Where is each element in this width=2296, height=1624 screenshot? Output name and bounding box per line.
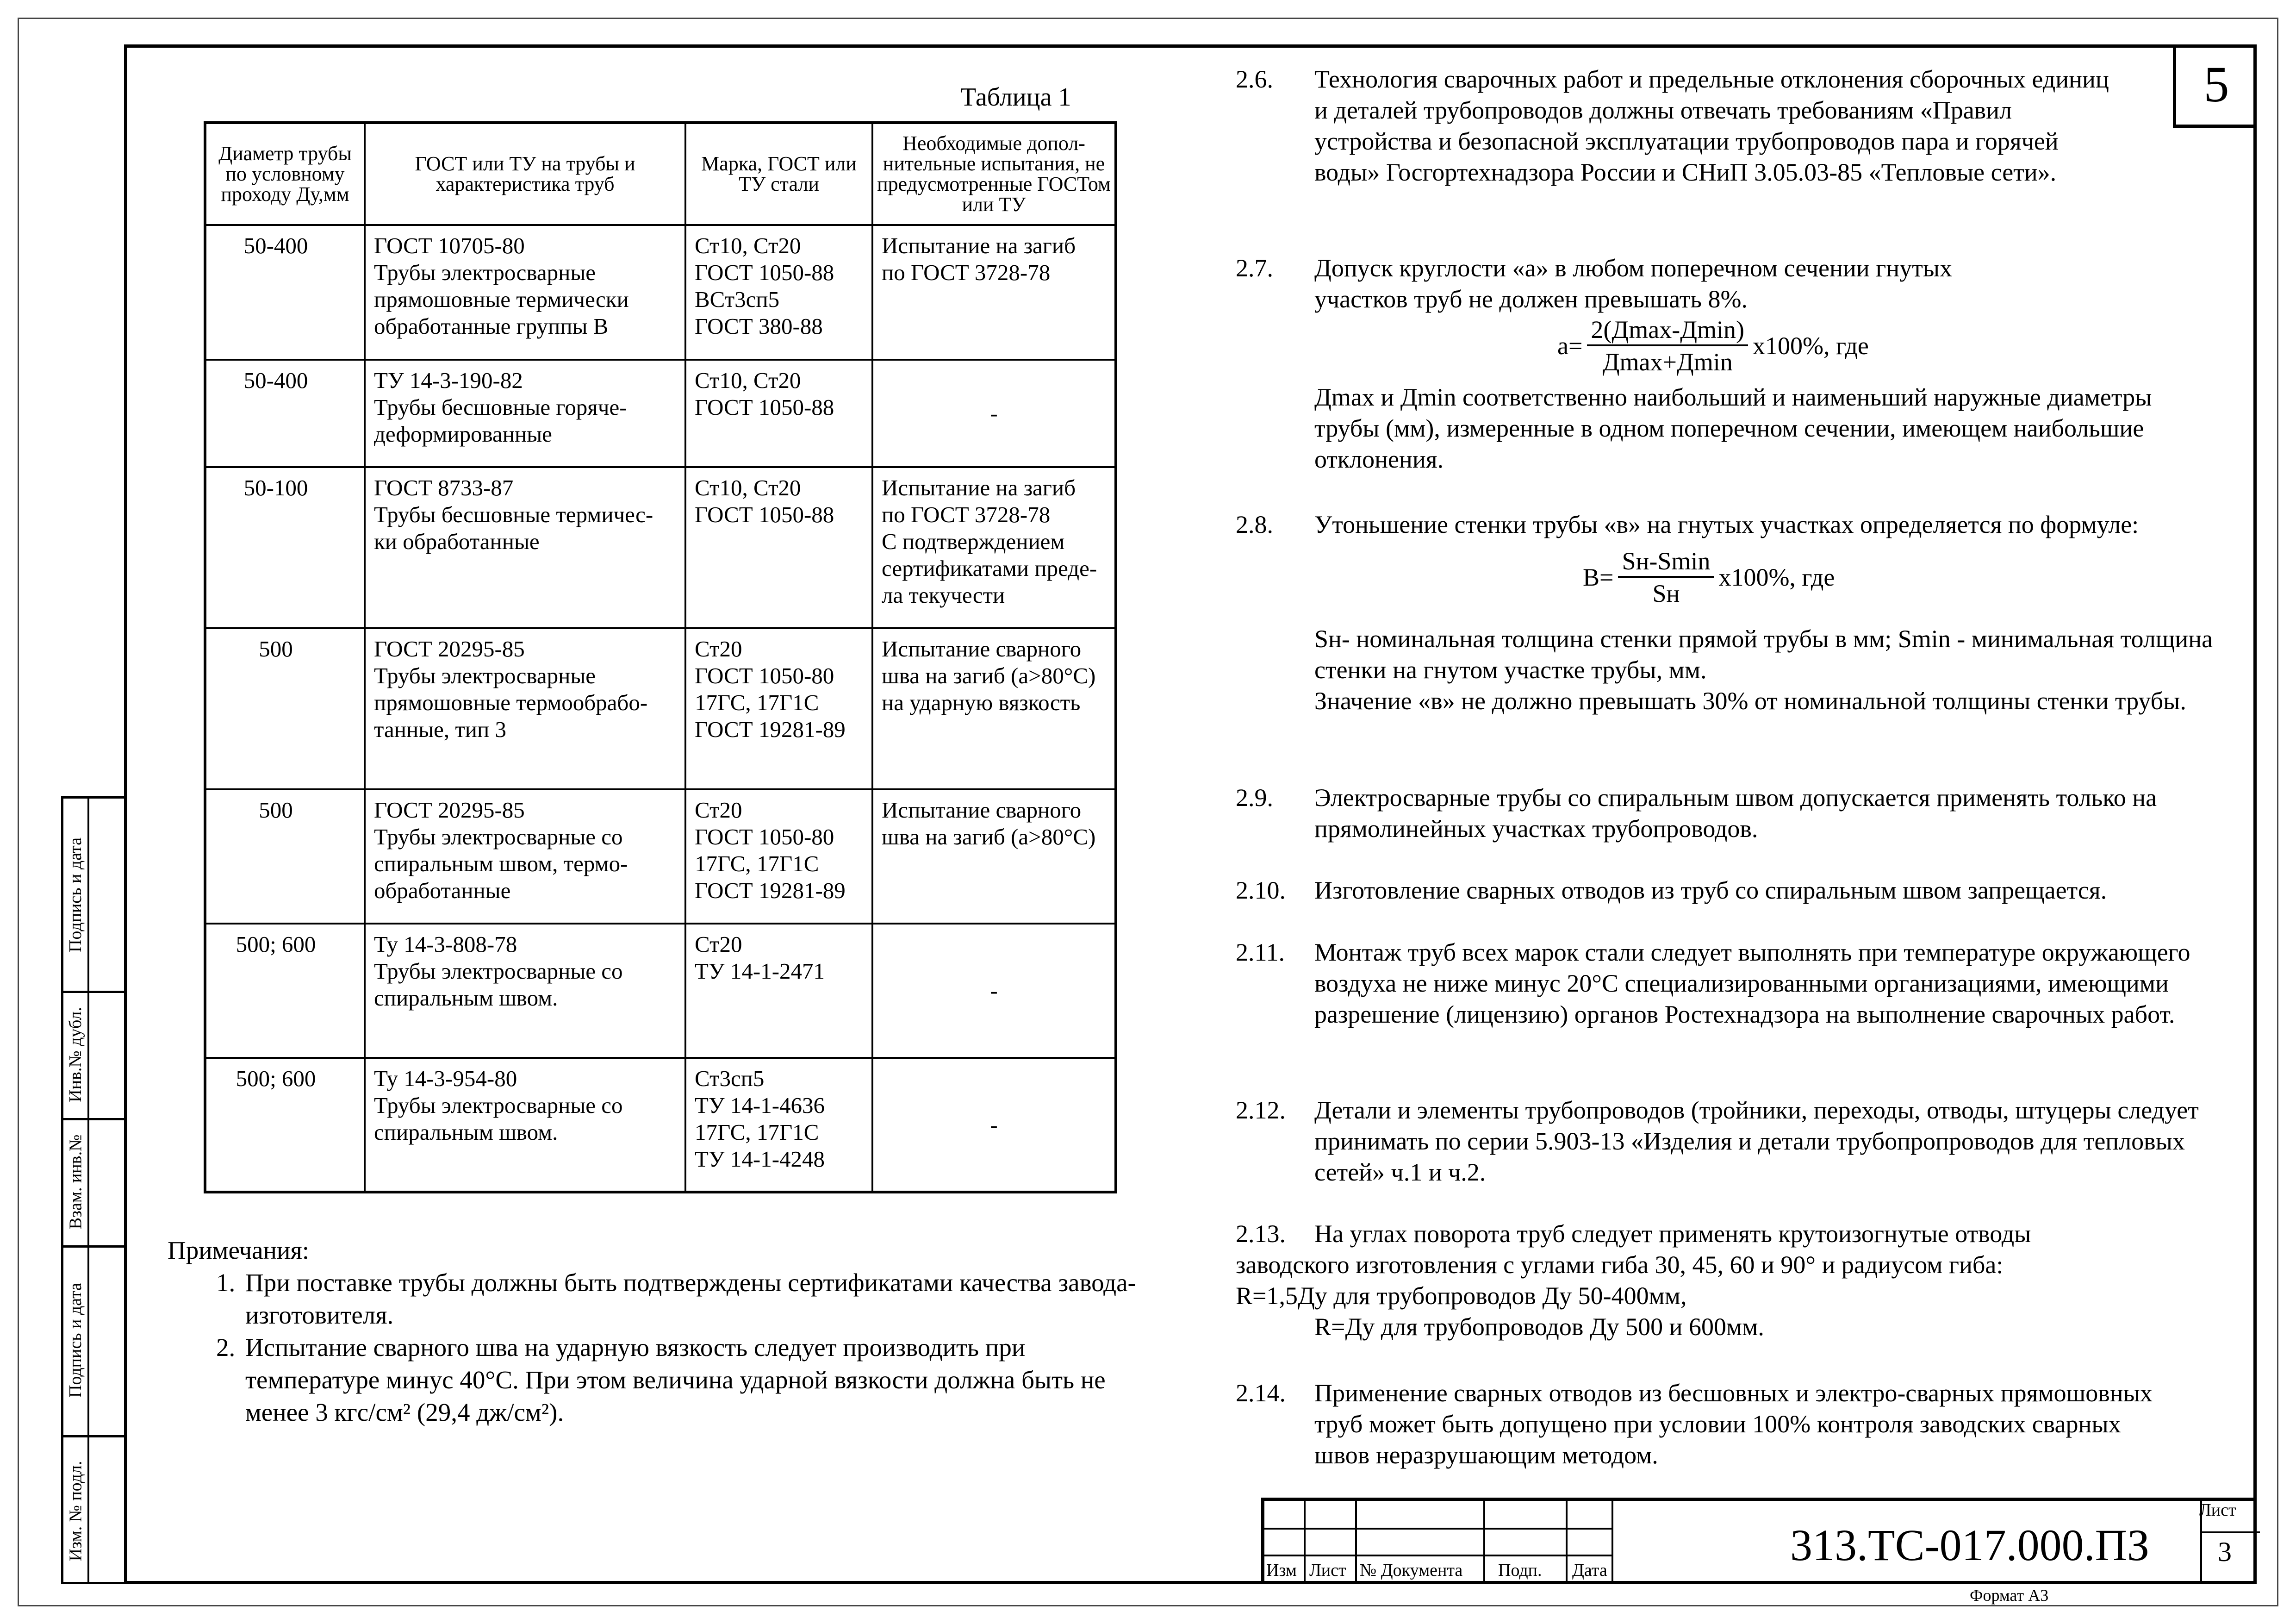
title-block-line	[1355, 1501, 1357, 1584]
cell-gost: ГОСТ 20295-85 Трубы электросварные со спиральным швом, термо- обработанные	[365, 789, 685, 924]
title-block-line	[1483, 1501, 1485, 1584]
cell-diameter: 500; 600	[205, 1058, 365, 1192]
title-block-line	[1304, 1501, 1306, 1584]
formula-lhs: В=	[1583, 563, 1614, 591]
cell-diameter: 500; 600	[205, 924, 365, 1058]
section-2-8	[1236, 509, 2217, 540]
cell-tests: Испытание на загиб по ГОСТ 3728-78 С подтверждением сертификатами преде- ла текучести	[872, 467, 1116, 628]
cell-diameter: 50-400	[205, 360, 365, 467]
header-gost: ГОСТ или ТУ на трубы и характеристика труб	[365, 123, 685, 225]
section-text: Значение «в» не должно превышать 30% от номинальной толщины стенки трубы.	[1314, 687, 2186, 715]
section-2-7	[1236, 253, 2217, 315]
cell-tests: -	[872, 360, 1116, 467]
section-2-9	[1236, 782, 2217, 844]
side-label-dup-inv: Инв.№ дубл.	[66, 1006, 86, 1102]
formula-numerator: 2(Дmax-Дmin)	[1587, 315, 1748, 346]
formula-denominator: Sн	[1652, 580, 1680, 607]
roundness-formula	[1557, 315, 1869, 377]
cell-gost: ГОСТ 8733-87 Трубы бесшовные термичес- ки обработанные	[365, 467, 685, 628]
section-2-6	[1236, 64, 2217, 188]
cell-tests: -	[872, 1058, 1116, 1192]
title-block-line	[1612, 1501, 1613, 1584]
cell-steel: Ст20 ГОСТ 1050-80 17ГС, 17Г1С ГОСТ 19281-89	[685, 628, 872, 789]
sheet-number: 3	[2218, 1537, 2232, 1567]
section-number: 2.8.	[1236, 511, 1273, 538]
section-number: 2.12.	[1236, 1096, 1286, 1124]
section-text: Изготовление сварных отводов из труб со спиральным швом запрещается.	[1314, 876, 2107, 904]
title-block-line	[1566, 1501, 1568, 1584]
section-2-10	[1236, 875, 2217, 906]
col-label-document: № Документа	[1360, 1561, 1463, 1580]
title-block-line	[1264, 1555, 1612, 1556]
cell-tests: Испытание сварного шва на загиб (а>80°С) на ударную вязкость	[872, 628, 1116, 789]
section-text: Электросварные трубы со спиральным швом допускается применять только на прямолинейных участках трубопроводов.	[1314, 784, 2157, 843]
cell-diameter: 500	[205, 789, 365, 924]
note-item: 2. Испытание сварного шва на ударную вязкость следует производить при температуре минус 40°С. При этом величина ударной вязкости должна быть не менее 3 кгс/см² (29,4 дж/см²).	[242, 1331, 1139, 1429]
page-number: 5	[2173, 44, 2257, 128]
section-number: 2.9.	[1236, 784, 1273, 812]
note-item: 1. При поставке трубы должны быть подтверждены сертификатами качества завода-изготовителя.	[242, 1267, 1139, 1331]
col-label-signature: Подп.	[1498, 1561, 1542, 1580]
header-diameter: Диаметр трубы по условному проходу Ду,мм	[205, 123, 365, 225]
table-row	[205, 360, 1116, 467]
cell-tests: Испытание сварного шва на загиб (а>80°С)	[872, 789, 1116, 924]
formula-lhs: а=	[1557, 331, 1583, 360]
cell-steel: Ст10, Ст20 ГОСТ 1050-88	[685, 467, 872, 628]
header-steel: Марка, ГОСТ или ТУ стали	[685, 123, 872, 225]
section-2-12	[1236, 1095, 2217, 1188]
title-block-line	[2200, 1531, 2260, 1533]
side-label-signature-1: Подпись и дата	[66, 837, 86, 952]
cell-diameter: 50-400	[205, 225, 365, 360]
thinning-formula	[1583, 546, 1835, 608]
side-stamp	[61, 796, 124, 1584]
section-2-14	[1236, 1378, 2217, 1471]
col-label-change: Изм	[1266, 1561, 1297, 1580]
section-number: 2.14.	[1236, 1379, 1286, 1407]
col-label-sheet: Лист	[1309, 1561, 1346, 1580]
section-text: На углах поворота труб следует применять крутоизогнутые отводы	[1314, 1220, 2031, 1248]
formula-fraction	[1587, 315, 1748, 377]
formula-rhs: х100%, где	[1718, 563, 1835, 591]
table-row	[205, 789, 1116, 924]
section-text: заводского изготовления с углами гиба 30, 45, 60 и 90° и радиусом гиба:	[1236, 1251, 2004, 1279]
table-row	[205, 924, 1116, 1058]
section-text: R=Ду для трубопроводов Ду 500 и 600мм.	[1314, 1313, 1764, 1341]
table-row	[205, 225, 1116, 360]
table-caption: Таблица 1	[960, 83, 1071, 112]
section-2-11	[1236, 937, 2217, 1030]
table-header-row	[205, 123, 1116, 225]
section-text: R=1,5Ду для трубопроводов Ду 50-400мм,	[1236, 1282, 1687, 1310]
side-label-original-inv: Изм. № подл.	[66, 1461, 86, 1561]
section-text: Допуск круглости «а» в любом поперечном сечении гнутых участков труб не должен превышать 8%.	[1314, 254, 1953, 313]
notes-list	[168, 1267, 1139, 1429]
cell-steel: Ст20 ТУ 14-1-2471	[685, 924, 872, 1058]
title-block-line	[1264, 1528, 1612, 1530]
cell-gost: Ту 14-3-954-80 Трубы электросварные со спиральным швом.	[365, 1058, 685, 1192]
cell-steel: Ст10, Ст20 ГОСТ 1050-88	[685, 360, 872, 467]
cell-steel: Ст3сп5 ТУ 14-1-4636 17ГС, 17Г1С ТУ 14-1-4248	[685, 1058, 872, 1192]
cell-tests: Испытание на загиб по ГОСТ 3728-78	[872, 225, 1116, 360]
table-row	[205, 1058, 1116, 1192]
section-text: Применение сварных отводов из бесшовных и электро-сварных прямошовных труб может быть допущено при условии 100% контроля заводских сварных швов неразрушающим методом.	[1314, 1379, 2153, 1469]
side-label-replace-inv: Взам. инв.№	[66, 1134, 86, 1229]
pipe-specification-table	[204, 121, 1117, 1193]
section-2-13	[1236, 1218, 2217, 1343]
section-text: Детали и элементы трубопроводов (тройники, переходы, отводы, штуцеры следует принимать по серии 5.903-13 «Изделия и детали трубопропроводов для тепловых сетей» ч.1 и ч.2.	[1314, 1096, 2199, 1186]
section-text: Технология сварочных работ и предельные отклонения сборочных единиц и деталей трубопроводов должны отвечать требованиям «Правил устройства и безопасной эксплуатации трубопроводов пара и горячей воды» Госгортехнадзора России и СНиП 3.05.03-85 «Тепловые сети».	[1314, 65, 2109, 186]
notes	[168, 1234, 1139, 1429]
formula-denominator: Дmax+Дmin	[1602, 348, 1733, 376]
section-text: Утоньшение стенки трубы «в» на гнутых участках определяется по формуле:	[1314, 511, 2139, 538]
section-number: 2.10.	[1236, 876, 1286, 904]
header-tests: Необходимые допол- нительные испытания, не предусмотренные ГОСТом или ТУ	[872, 123, 1116, 225]
formula-numerator: Sн-Smin	[1618, 546, 1714, 578]
section-number: 2.7.	[1236, 254, 1273, 282]
section-number: 2.11.	[1236, 938, 1285, 966]
section-text: Дmax и Дmin соответственно наибольший и наименьший наружные диаметры трубы (мм), измеренные в одном поперечном сечении, имеющем наибольшие отклонения.	[1314, 383, 2152, 473]
col-label-date: Дата	[1572, 1561, 1607, 1580]
sheet-label: Лист	[2199, 1500, 2236, 1520]
cell-diameter: 50-100	[205, 467, 365, 628]
formula-fraction	[1618, 546, 1714, 608]
notes-title: Примечания:	[168, 1236, 310, 1264]
cell-steel: Ст10, Ст20 ГОСТ 1050-88 ВСт3сп5 ГОСТ 380-88	[685, 225, 872, 360]
cell-gost: Ту 14-3-808-78 Трубы электросварные со спиральным швом.	[365, 924, 685, 1058]
table-row	[205, 628, 1116, 789]
cell-gost: ГОСТ 20295-85 Трубы электросварные прямошовные термообрабо- танные, тип 3	[365, 628, 685, 789]
section-text: Sн- номинальная толщина стенки прямой трубы в мм; Smin - минимальная толщина стенки на гнутом участке трубы, мм.	[1314, 625, 2213, 684]
cell-diameter: 500	[205, 628, 365, 789]
section-text: Монтаж труб всех марок стали следует выполнять при температуре окружающего воздуха не ниже минус 20°С специализированными организациями, имеющими разрешение (лицензию) органов Ростехнадзора на выполнение сварочных работ.	[1314, 938, 2190, 1028]
section-number: 2.13.	[1236, 1220, 1286, 1248]
cell-gost: ТУ 14-3-190-82 Трубы бесшовные горяче- деформированные	[365, 360, 685, 467]
cell-tests: -	[872, 924, 1116, 1058]
cell-steel: Ст20 ГОСТ 1050-80 17ГС, 17Г1С ГОСТ 19281-89	[685, 789, 872, 924]
side-label-signature-2: Подпись и дата	[66, 1282, 86, 1398]
document-number: 313.ТС-017.000.ПЗ	[1790, 1520, 2150, 1570]
section-2-8-explanation	[1236, 624, 2217, 717]
formula-rhs: х100%, где	[1753, 331, 1869, 360]
cell-gost: ГОСТ 10705-80 Трубы электросварные прямошовные термически обработанные группы В	[365, 225, 685, 360]
side-stamp-divider	[87, 799, 89, 1582]
format-label: Формат А3	[1970, 1586, 2049, 1605]
section-number: 2.6.	[1236, 65, 1273, 93]
table-row	[205, 467, 1116, 628]
section-2-7-explanation	[1236, 382, 2217, 475]
